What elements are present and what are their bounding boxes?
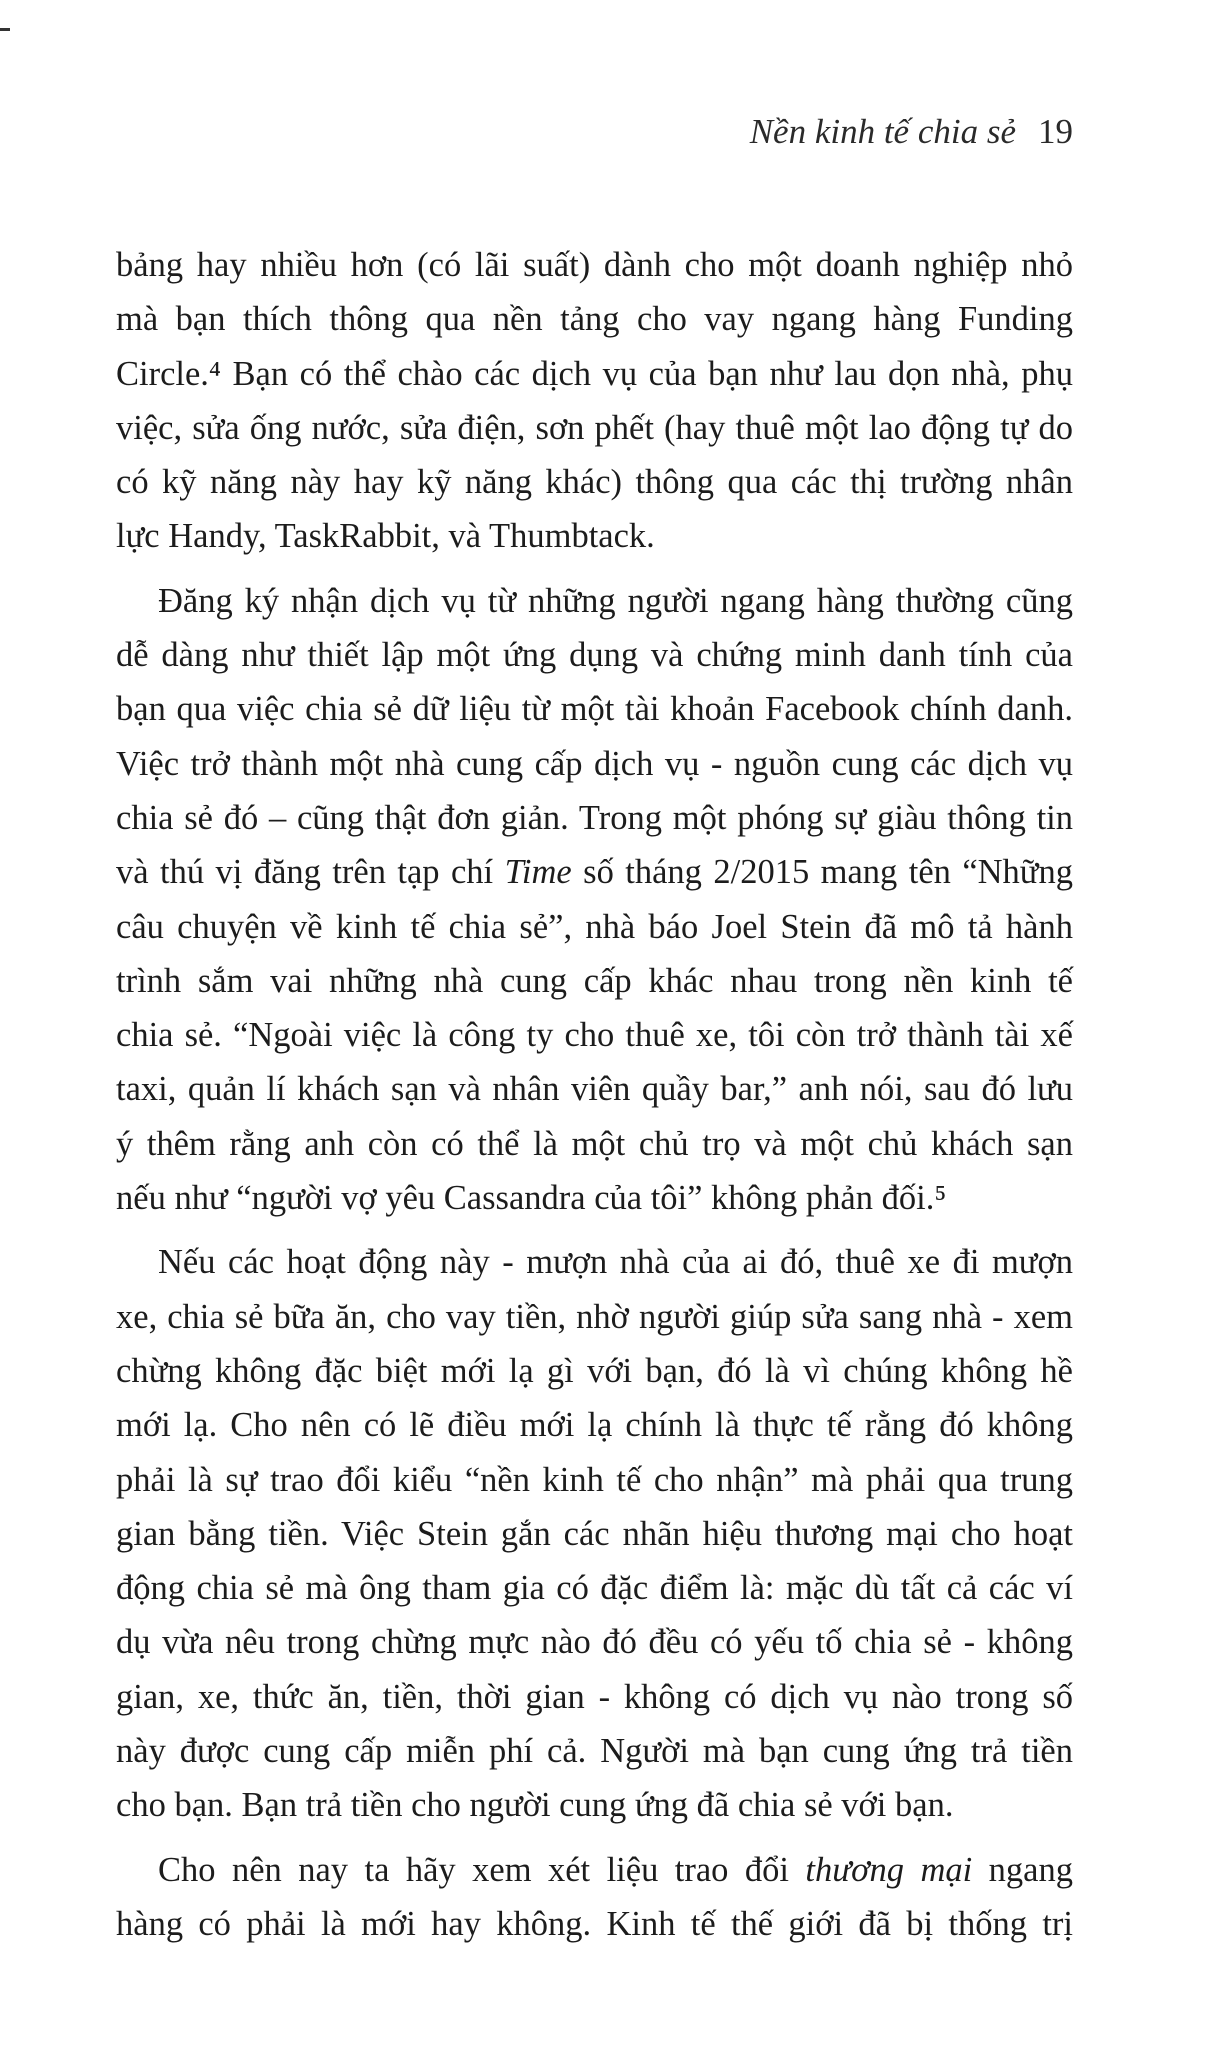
text-line: việc, sửa ống nước, sửa điện, sơn phết (hay thuê một lao động tự do [116,408,1073,447]
chapter-title: Nền kinh tế chia sẻ [749,112,1016,151]
text-line: cho bạn. Bạn trả tiền cho người cung ứng đã chia sẻ với bạn. [116,1786,954,1825]
text-line: chia sẻ. “Ngoài việc là công ty cho thuê xe, tôi còn trở thành tài xế [116,1016,1073,1055]
text-line: Đăng ký nhận dịch vụ từ những người ngang hàng thường cũng [158,581,1073,620]
text-line: nếu như “người vợ yêu Cassandra của tôi” không phản đối.⁵ [116,1179,947,1218]
page-body [116,238,1073,1951]
text-line: bạn qua việc chia sẻ dữ liệu từ một tài khoản Facebook chính danh. [116,690,1073,729]
text-line: này được cung cấp miễn phí cả. Người mà bạn cung ứng trả tiền [116,1732,1073,1771]
text-line: ý thêm rằng anh còn có thể là một chủ trọ và một chủ khách sạn [116,1124,1073,1163]
text-line: chừng không đặc biệt mới lạ gì với bạn, đó là vì chúng không hề [116,1351,1073,1390]
paragraph [116,238,1073,564]
paragraph [116,1843,1073,1952]
running-header [750,112,1073,152]
text-line: xe, chia sẻ bữa ăn, cho vay tiền, nhờ người giúp sửa sang nhà - xem [116,1297,1073,1336]
text-line: Việc trở thành một nhà cung cấp dịch vụ - nguồn cung các dịch vụ [116,744,1073,783]
page-number: 19 [1038,112,1073,151]
text-line: Nếu các hoạt động này - mượn nhà của ai đó, thuê xe đi mượn [158,1243,1073,1282]
text-line: câu chuyện về kinh tế chia sẻ”, nhà báo Joel Stein đã mô tả hành [116,907,1073,946]
text-line: động chia sẻ mà ông tham gia có đặc điểm là: mặc dù tất cả các ví [116,1569,1073,1608]
paragraph-gap [116,564,1073,574]
text-line: hàng có phải là mới hay không. Kinh tế thế giới đã bị thống trị [116,1904,1073,1943]
text-line: mới lạ. Cho nên có lẽ điều mới lạ chính là thực tế rằng đó không [116,1406,1073,1445]
text-line: dụ vừa nêu trong chừng mực nào đó đều có yếu tố chia sẻ - không [116,1623,1073,1662]
text-line: gian bằng tiền. Việc Stein gắn các nhãn hiệu thương mại cho hoạt [116,1514,1073,1553]
text-line: dễ dàng như thiết lập một ứng dụng và chứng minh danh tính của [116,636,1073,675]
text-line: chia sẻ đó – cũng thật đơn giản. Trong một phóng sự giàu thông tin [116,798,1073,837]
text-line: gian, xe, thức ăn, tiền, thời gian - không có dịch vụ nào trong số [116,1677,1073,1716]
text-line: bảng hay nhiều hơn (có lãi suất) dành cho một doanh nghiệp nhỏ [116,246,1073,284]
text-line: mà bạn thích thông qua nền tảng cho vay ngang hàng Funding [116,300,1073,339]
text-line: taxi, quản lí khách sạn và nhân viên quầy bar,” anh nói, sau đó lưu [116,1070,1073,1109]
text-line: Circle.⁴ Bạn có thể chào các dịch vụ của bạn như lau dọn nhà, phụ [116,354,1073,393]
paragraph-gap [116,1833,1073,1843]
paragraph [116,574,1073,1226]
text-line: có kỹ năng này hay kỹ năng khác) thông qua các thị trường nhân [116,463,1073,502]
text-line: lực Handy, TaskRabbit, và Thumbtack. [116,517,655,556]
paragraph [116,1235,1073,1832]
page-edge-mark [0,28,10,31]
paragraph-gap [116,1225,1073,1235]
text-line: Cho nên nay ta hãy xem xét liệu trao đổi thương mại ngang [158,1850,1073,1889]
text-line: phải là sự trao đổi kiểu “nền kinh tế cho nhận” mà phải qua trung [116,1460,1073,1499]
text-line: trình sắm vai những nhà cung cấp khác nhau trong nền kinh tế [116,961,1073,1000]
text-line: và thú vị đăng trên tạp chí Time số tháng 2/2015 mang tên “Những [116,853,1073,892]
